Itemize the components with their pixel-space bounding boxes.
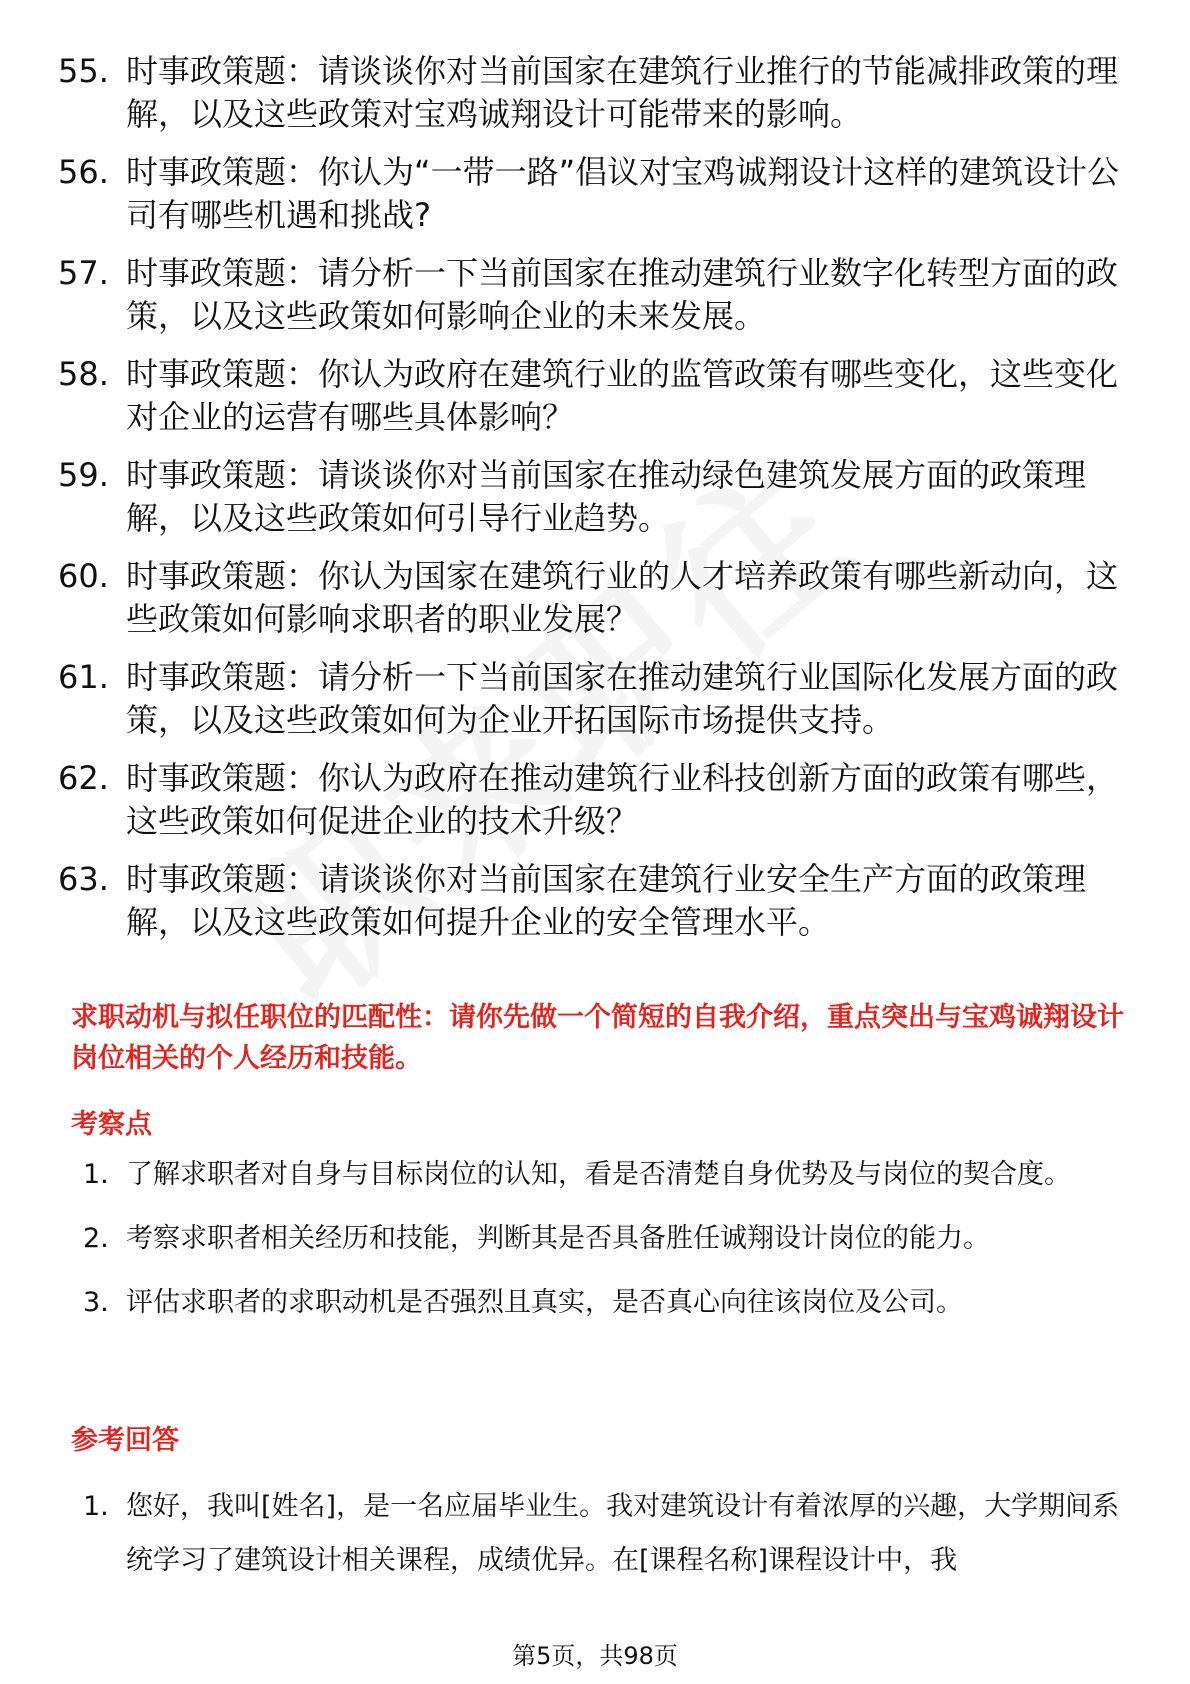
list-item bbox=[83, 1276, 1123, 1330]
point-number: 1. bbox=[83, 1159, 109, 1190]
question-number: 59. bbox=[58, 456, 109, 494]
point-text: 了解求职者对自身与目标岗位的认知，看是否清楚自身优势及与岗位的契合度。 bbox=[126, 1159, 1071, 1190]
list-item bbox=[58, 858, 1128, 944]
point-text: 评估求职者的求职动机是否强烈且真实，是否真心向往该岗位及公司。 bbox=[126, 1287, 963, 1318]
question-text: 时事政策题：请分析一下当前国家在推动建筑行业数字化转型方面的政策，以及这些政策如何影响企业的未来发展。 bbox=[126, 254, 1119, 335]
question-number: 60. bbox=[58, 557, 109, 595]
list-item bbox=[58, 454, 1128, 540]
reference-answers bbox=[83, 1480, 1123, 1598]
motive-question: 求职动机与拟任职位的匹配性：请你先做一个简短的自我介绍，重点突出与宝鸡诚翔设计岗位相关的个人经历和技能。 bbox=[71, 1002, 1124, 1074]
reference-label: 参考回答 bbox=[71, 1425, 179, 1456]
question-text: 时事政策题：请分析一下当前国家在推动建筑行业国际化发展方面的政策，以及这些政策如何为企业开拓国际市场提供支持。 bbox=[126, 658, 1119, 739]
examination-points bbox=[83, 1148, 1123, 1340]
list-item bbox=[58, 757, 1128, 843]
question-text: 时事政策题：请谈谈你对当前国家在建筑行业推行的节能减排政策的理解，以及这些政策对宝鸡诚翔设计可能带来的影响。 bbox=[126, 52, 1119, 133]
point-number: 3. bbox=[83, 1287, 109, 1318]
question-number: 61. bbox=[58, 658, 109, 696]
list-item bbox=[58, 353, 1128, 439]
list-item bbox=[58, 656, 1128, 742]
list-item bbox=[83, 1212, 1123, 1266]
list-item bbox=[58, 151, 1128, 237]
question-number: 57. bbox=[58, 254, 109, 292]
point-text: 考察求职者相关经历和技能，判断其是否具备胜任诚翔设计岗位的能力。 bbox=[126, 1223, 990, 1254]
question-number: 56. bbox=[58, 153, 109, 191]
question-text: 时事政策题：请谈谈你对当前国家在推动绿色建筑发展方面的政策理解，以及这些政策如何引导行业趋势。 bbox=[126, 456, 1087, 537]
answer-number: 1. bbox=[83, 1491, 109, 1522]
list-item bbox=[83, 1148, 1123, 1202]
list-item bbox=[58, 252, 1128, 338]
question-number: 63. bbox=[58, 860, 109, 898]
question-text: 时事政策题：你认为“一带一路”倡议对宝鸡诚翔设计这样的建筑设计公司有哪些机遇和挑战? bbox=[126, 153, 1120, 234]
list-item bbox=[58, 50, 1128, 136]
question-number: 55. bbox=[58, 52, 109, 90]
question-number: 62. bbox=[58, 759, 109, 797]
page-footer: 第5页，共98页 bbox=[512, 1642, 678, 1670]
examination-label: 考察点 bbox=[71, 1109, 152, 1140]
list-item bbox=[58, 555, 1128, 641]
question-text: 时事政策题：你认为政府在推动建筑行业科技创新方面的政策有哪些，这些政策如何促进企业的技术升级？ bbox=[126, 759, 1119, 840]
question-list bbox=[58, 50, 1128, 959]
question-text: 时事政策题：你认为政府在建筑行业的监管政策有哪些变化，这些变化对企业的运营有哪些具体影响？ bbox=[126, 355, 1119, 436]
question-number: 58. bbox=[58, 355, 109, 393]
point-number: 2. bbox=[83, 1223, 109, 1254]
question-text: 时事政策题：你认为国家在建筑行业的人才培养政策有哪些新动向，这些政策如何影响求职者的职业发展？ bbox=[126, 557, 1119, 638]
list-item bbox=[83, 1480, 1123, 1588]
question-text: 时事政策题：请谈谈你对当前国家在建筑行业安全生产方面的政策理解，以及这些政策如何提升企业的安全管理水平。 bbox=[126, 860, 1087, 941]
answer-text: 您好，我叫[姓名]，是一名应届毕业生。我对建筑设计有着浓厚的兴趣，大学期间系统学习了建筑设计相关课程，成绩优异。在[课程名称]课程设计中，我 bbox=[126, 1491, 1120, 1576]
